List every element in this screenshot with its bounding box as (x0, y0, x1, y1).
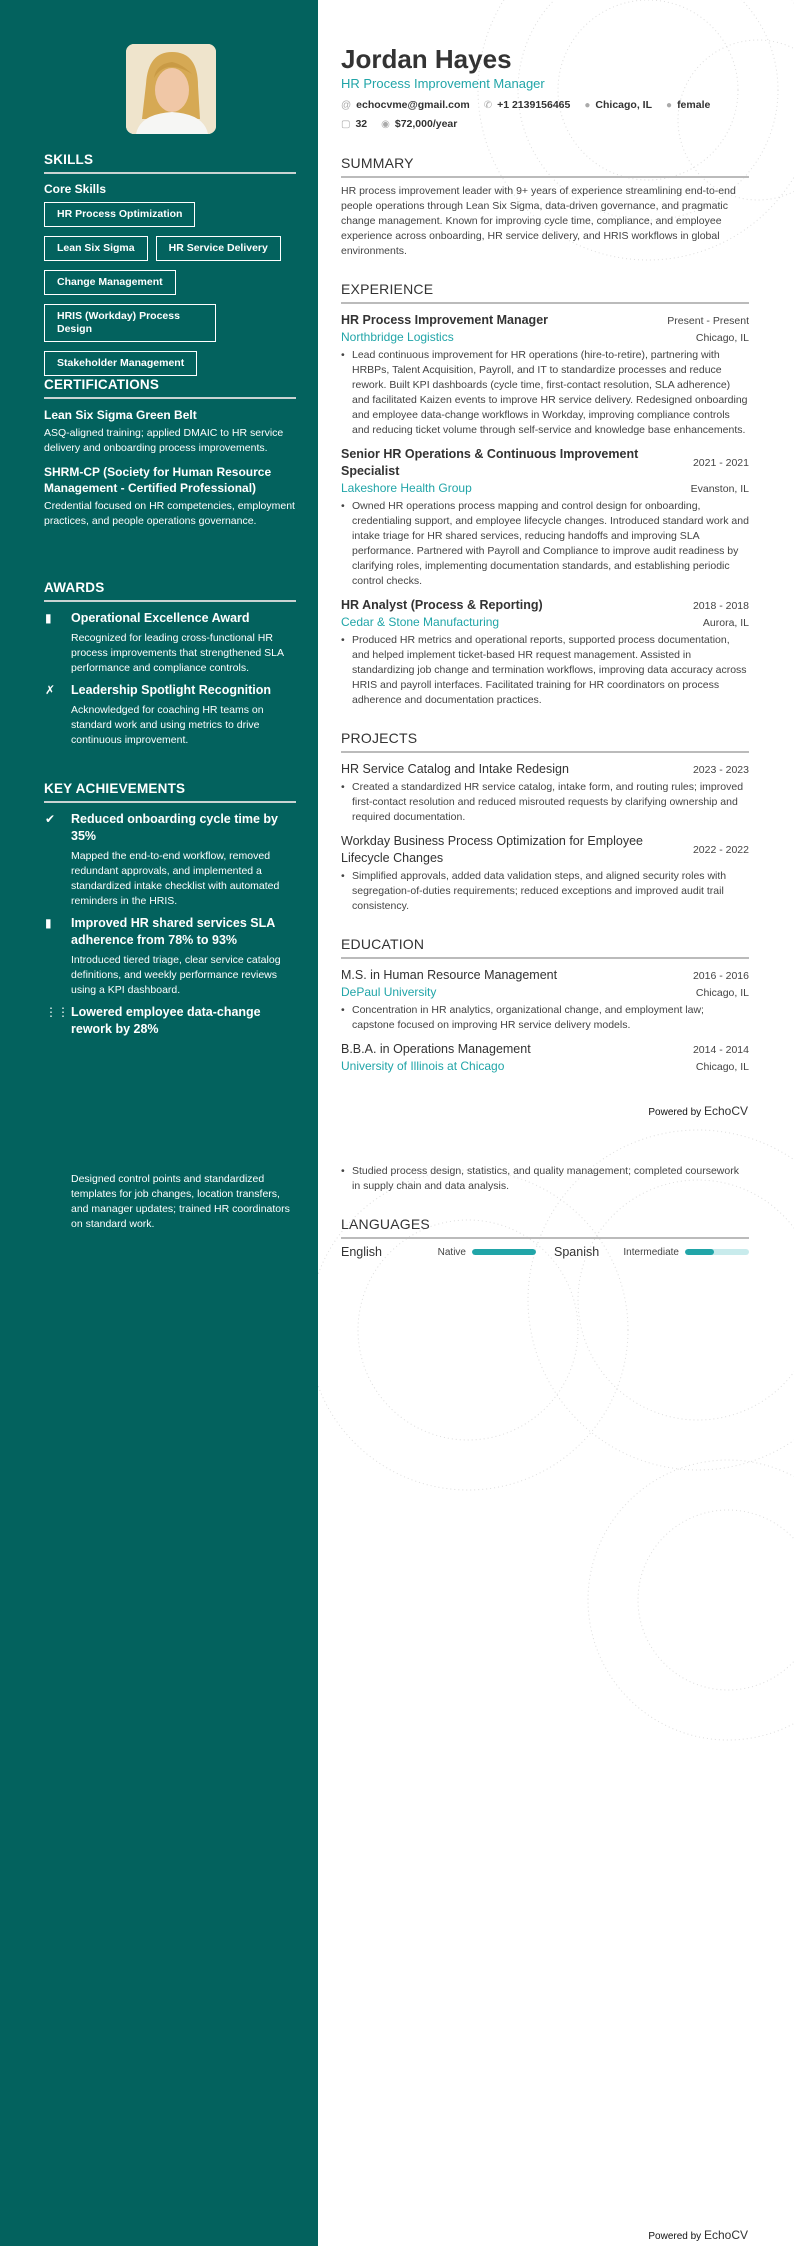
powered-by-footer (648, 1104, 748, 1118)
company: Northbridge Logistics (341, 330, 454, 344)
edu-location: Chicago, IL (695, 1060, 749, 1073)
candidate-title: HR Process Improvement Manager (341, 76, 545, 91)
experience-heading: EXPERIENCE (341, 281, 749, 304)
language-level: Native (437, 1246, 466, 1258)
profile-photo (126, 44, 216, 134)
experience-item (341, 597, 749, 708)
edu-bullet: • Studied process design, statistics, and quality management; completed coursework in supply chain and data analysis. (341, 1164, 749, 1194)
job-dates: 2021 - 2021 (692, 457, 749, 469)
person-icon: ● (666, 100, 673, 111)
cert-title: Lean Six Sigma Green Belt (44, 408, 197, 422)
award-desc: Acknowledged for coaching HR teams on standard work and using metrics to drive continuous improvement. (71, 704, 264, 746)
achievements-heading: KEY ACHIEVEMENTS (44, 781, 296, 803)
powered-by-footer (648, 2228, 748, 2242)
bar-chart-icon: ▮ (45, 916, 52, 930)
certifications-heading: CERTIFICATIONS (44, 377, 296, 399)
skill-tag: Lean Six Sigma (44, 236, 148, 261)
skill-tag: HR Service Delivery (156, 236, 281, 261)
company: Lakeshore Health Group (341, 481, 472, 495)
brand-link[interactable]: EchoCV (703, 1104, 748, 1118)
candidate-name: Jordan Hayes (341, 44, 512, 74)
school: University of Illinois at Chicago (341, 1059, 505, 1073)
skills-section (44, 152, 296, 376)
project-dates: 2022 - 2022 (692, 844, 749, 856)
language-level: Intermediate (623, 1246, 679, 1258)
job-title: Senior HR Operations & Continuous Improvement Specialist (341, 447, 639, 478)
achievement-desc: Mapped the end-to-end workflow, removed redundant approvals, and implemented a standardized intake checklist with automated reminders in the HRIS. (71, 850, 280, 907)
salary: $72,000/year (394, 118, 458, 130)
job-location: Chicago, IL (695, 331, 749, 344)
at-icon: @ (341, 100, 352, 111)
skills-heading: SKILLS (44, 152, 296, 174)
summary-heading: SUMMARY (341, 155, 749, 178)
project-dates: 2023 - 2023 (692, 763, 749, 776)
calendar-icon: ▢ (341, 119, 351, 130)
project-item (341, 761, 749, 825)
bell-off-icon: ✗ (45, 683, 56, 697)
cert-desc: Credential focused on HR competencies, employment practices, and people operations governance. (44, 500, 295, 527)
email[interactable]: echocvme@gmail.com (356, 99, 470, 111)
contact-info (341, 97, 749, 133)
edu-dates: 2016 - 2016 (692, 969, 749, 982)
edu-dates: 2014 - 2014 (692, 1043, 749, 1056)
phone[interactable]: +1 2139156465 (497, 99, 571, 111)
achievements-section (44, 781, 296, 1038)
powered-by-label: Powered by (648, 2231, 702, 2242)
skill-tag: HR Process Optimization (44, 202, 195, 227)
languages-list (341, 1245, 749, 1259)
degree: M.S. in Human Resource Management (341, 968, 558, 982)
job-bullet: • Lead continuous improvement for HR operations (hire-to-retire), partnering with HRBPs, Talent Acquisition, Payroll, and IT to standardize processes and reduce rework. Built KPI dashboards (cycle time, first-contact resolution, SLA adherence) and facilitated Kaizen events to improve HR service delivery. Redesigned onboarding and employee data-change workflows in Workday, improving compliance controls and reducing ticket volume through self-service and knowledge base enhancements. (341, 348, 749, 438)
location-icon: ● (584, 100, 591, 111)
project-bullet: • Simplified approvals, added data validation steps, and aligned security roles with segregation-of-duties requirements; reduced exceptions and improved audit trail consistency. (341, 869, 749, 914)
speech-bubble-icon: ▮ (45, 611, 52, 625)
job-location: Evanston, IL (690, 482, 749, 495)
job-title: HR Process Improvement Manager (341, 313, 549, 327)
job-bullet: • Produced HR metrics and operational reports, supported process documentation, and helped implement ticket-based HR request management. Assisted in standardizing job change and termination workflows, improving data accuracy across HRIS and payroll interfaces. Facilitated training for HR coordinators on process adherence and documentation practices. (341, 633, 749, 708)
sliders-icon: ⋮⋮ (45, 1005, 69, 1019)
phone-icon: ✆ (483, 100, 493, 111)
main-page-1 (341, 44, 749, 1075)
core-skills-label: Core Skills (44, 182, 107, 196)
degree: B.B.A. in Operations Management (341, 1042, 531, 1056)
job-dates: Present - Present (667, 314, 749, 327)
language-name: Spanish (554, 1245, 600, 1259)
brand-link[interactable]: EchoCV (703, 2228, 748, 2242)
school: DePaul University (341, 985, 437, 999)
project-title: Workday Business Process Optimization for Employee Lifecycle Changes (341, 834, 643, 865)
cert-title: SHRM-CP (Society for Human Resource Management - Certified Professional) (44, 465, 272, 495)
achievement-desc: Designed control points and standardized templates for job changes, location transfers, and manager updates; trained HR coordinators on standard work. (71, 1173, 290, 1230)
projects-heading: PROJECTS (341, 730, 749, 753)
achievement-title: Reduced onboarding cycle time by 35% (71, 812, 278, 843)
education-heading: EDUCATION (341, 936, 749, 959)
achievement-title: Improved HR shared services SLA adherence from 78% to 93% (71, 916, 275, 947)
education-item (341, 967, 749, 1033)
age: 32 (355, 118, 368, 130)
proficiency-bar (685, 1249, 749, 1255)
check-circle-icon: ✔ (45, 812, 56, 826)
job-bullet: • Owned HR operations process mapping and control design for onboarding, credentialing support, and employee lifecycle changes. Introduced standard work and intake triage for HR shared services, reducing handoffs and improving SLA performance. Partnered with Payroll and Compliance to improve audit readiness by clarifying roles, implementing documentation standards, and establishing periodic control checks. (341, 499, 749, 589)
company: Cedar & Stone Manufacturing (341, 615, 500, 629)
main-page-2 (341, 1164, 749, 1259)
skill-tag: Change Management (44, 270, 176, 295)
powered-by-label: Powered by (648, 1107, 702, 1118)
achievement-desc-continued (71, 1172, 296, 1232)
languages-heading: LANGUAGES (341, 1216, 749, 1239)
job-dates: 2018 - 2018 (692, 599, 749, 612)
gender: female (677, 99, 711, 111)
project-item (341, 833, 749, 914)
language-item (341, 1245, 536, 1259)
sidebar (0, 0, 318, 2246)
edu-location: Chicago, IL (695, 986, 749, 999)
project-title: HR Service Catalog and Intake Redesign (341, 762, 569, 776)
education-item (341, 1041, 749, 1075)
job-title: HR Analyst (Process & Reporting) (341, 598, 543, 612)
certifications-section (44, 377, 296, 529)
edu-bullet: • Concentration in HR analytics, organizational change, and employment law; capstone focused on improving HR service delivery models. (341, 1003, 749, 1033)
skill-tag: Stakeholder Management (44, 351, 197, 376)
skill-tag: HRIS (Workday) Process Design (44, 304, 216, 342)
awards-section (44, 580, 296, 748)
experience-item (341, 446, 749, 589)
proficiency-bar (472, 1249, 536, 1255)
job-location: Aurora, IL (702, 616, 749, 629)
location: Chicago, IL (595, 99, 653, 111)
experience-item (341, 312, 749, 438)
language-item (554, 1245, 749, 1259)
project-bullet: • Created a standardized HR service catalog, intake form, and routing rules; improved first-contact resolution and reduced misrouted requests by clarifying ownership and required documentation. (341, 780, 749, 825)
award-title: Operational Excellence Award (71, 611, 250, 625)
achievement-title: Lowered employee data-change rework by 28% (71, 1005, 261, 1036)
award-title: Leadership Spotlight Recognition (71, 683, 271, 697)
cert-desc: ASQ-aligned training; applied DMAIC to HR service delivery and onboarding process improvements. (44, 427, 284, 454)
awards-heading: AWARDS (44, 580, 296, 602)
language-name: English (341, 1245, 382, 1259)
summary-text: HR process improvement leader with 9+ years of experience streamlining end-to-end people operations through Lean Six Sigma, data-driven governance, and pragmatic change management. Known for improving cycle time, compliance, and employee experience across onboarding, HR service delivery, and HRIS workflows in global environments. (341, 185, 736, 257)
money-icon: ◉ (381, 119, 390, 130)
achievement-desc: Introduced tiered triage, clear service catalog definitions, and weekly performance reviews using a KPI dashboard. (71, 954, 281, 996)
award-desc: Recognized for leading cross-functional HR process improvements that strengthened SLA performance and compliance controls. (71, 632, 284, 674)
